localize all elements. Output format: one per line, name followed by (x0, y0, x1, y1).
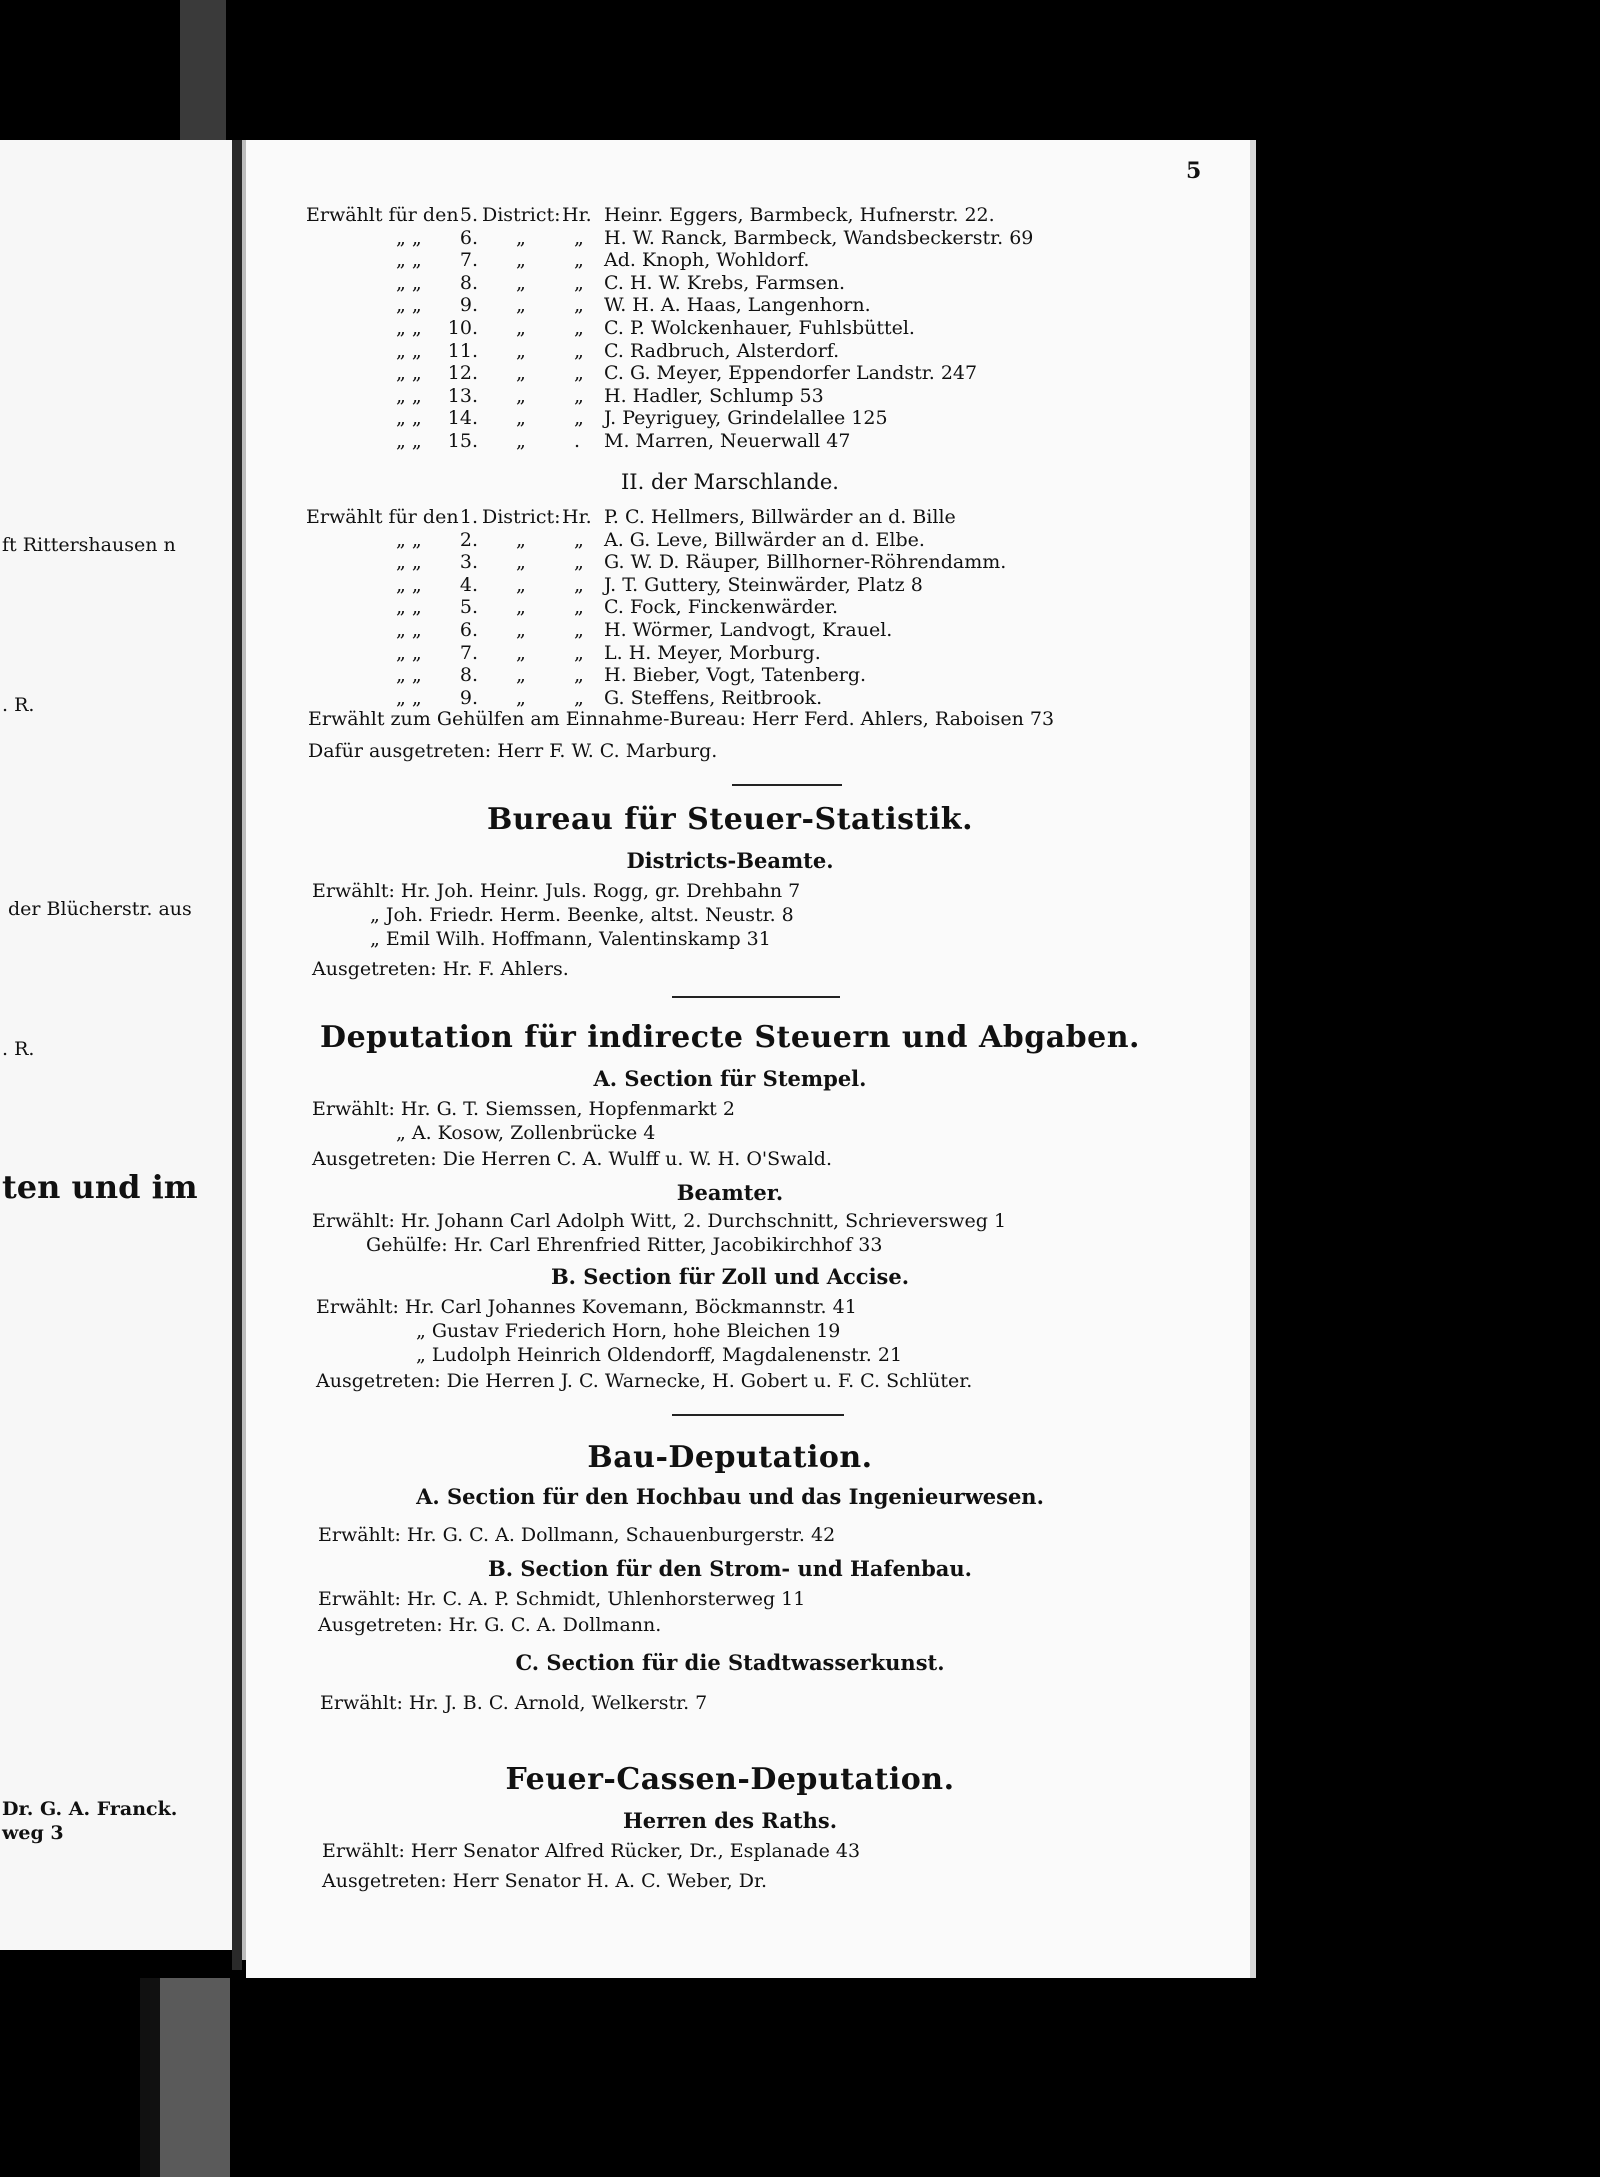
district-name: Heinr. Eggers, Barmbeck, Hufnerstr. 22. (604, 204, 995, 226)
district-label: „ „ (396, 226, 422, 249)
district-name: C. H. W. Krebs, Farmsen. (604, 271, 845, 294)
district-name: G. Steffens, Reitbrook. (604, 686, 823, 709)
district-dist: „ (516, 596, 526, 619)
district-label: Erwählt für den (306, 204, 459, 226)
left-fragment: weg 3 (2, 1822, 64, 1844)
district-hr: „ (574, 528, 584, 551)
district-row (306, 551, 1206, 575)
assistant-line: Erwählt zum Gehülfen am Einnahme-Bureau: Herr Ferd. Ahlers, Raboisen 73 (308, 708, 1055, 730)
district-name: Ad. Knoph, Wohldorf. (604, 249, 810, 272)
district-row (306, 574, 1206, 598)
district-num: 9. (459, 294, 478, 317)
district-num: 4. (459, 573, 478, 596)
district-hr: Hr. (562, 204, 592, 226)
left-fragment: ft Rittershausen n (2, 534, 176, 556)
district-hr: „ (574, 294, 584, 317)
district-num: 1. (459, 506, 478, 528)
beamter-heading: Beamter. (676, 1180, 784, 1205)
district-label: „ „ (396, 573, 422, 596)
left-fragment: . R. (2, 694, 35, 716)
district-name: C. P. Wolckenhauer, Fuhlsbüttel. (604, 317, 915, 339)
section-b-zoll: B. Section für Zoll und Accise. (550, 1264, 910, 1289)
district-dist: „ (516, 249, 526, 272)
bau-section-a: A. Section für den Hochbau und das Ingenieurwesen. (416, 1484, 1044, 1509)
divider (732, 784, 842, 786)
district-label: „ „ (396, 596, 422, 619)
district-name: C. G. Meyer, Eppendorfer Landstr. 247 (604, 362, 978, 385)
district-dist: „ (516, 430, 526, 452)
district-name: C. Fock, Finckenwärder. (604, 596, 839, 619)
page-number: 5 (1186, 158, 1202, 184)
district-hr: „ (574, 664, 584, 687)
bau-section-b: B. Section für den Strom- und Hafenbau. (488, 1556, 972, 1581)
district-dist: „ (516, 271, 526, 294)
district-row (306, 249, 1206, 273)
stempel-line: Ausgetreten: Die Herren C. A. Wulff u. W. H. O'Swald. (312, 1148, 833, 1170)
district-name: G. W. D. Räuper, Billhorner-Röhrendamm. (604, 551, 1007, 574)
district-row (306, 362, 1206, 386)
bureau-line: „ Emil Wilh. Hoffmann, Valentinskamp 31 (370, 928, 771, 950)
bureau-title: Bureau für Steuer-Statistik. (486, 802, 974, 837)
district-name: H. Hadler, Schlump 53 (604, 384, 824, 407)
district-num: 15. (447, 430, 478, 452)
district-label: „ „ (396, 271, 422, 294)
district-dist: „ (516, 641, 526, 664)
district-hr: „ (574, 407, 584, 430)
district-hr: „ (574, 226, 584, 249)
district-hr: Hr. (562, 506, 592, 528)
bau-b-line: Ausgetreten: Hr. G. C. A. Dollmann. (318, 1614, 662, 1636)
district-name: C. Radbruch, Alsterdorf. (604, 339, 840, 362)
district-dist: „ (516, 686, 526, 709)
district-label: „ „ (396, 430, 422, 452)
district-num: 2. (459, 528, 478, 551)
district-hr: „ (574, 573, 584, 596)
district-label: Erwählt für den (306, 506, 459, 528)
divider (672, 996, 840, 998)
district-name: H. Wörmer, Landvogt, Krauel. (604, 619, 893, 641)
district-num: 7. (459, 249, 478, 272)
district-dist: „ (516, 551, 526, 574)
district-label: „ „ (396, 339, 422, 362)
district-dist: „ (516, 407, 526, 430)
feuer-subtitle: Herren des Raths. (622, 1808, 838, 1833)
bau-section-c: C. Section für die Stadtwasserkunst. (515, 1650, 945, 1675)
district-row (306, 317, 1206, 341)
left-fragment: der Blücherstr. aus (8, 898, 192, 920)
district-label: „ „ (396, 407, 422, 430)
district-row (306, 407, 1206, 431)
district-dist: District: (482, 204, 561, 226)
district-num: 3. (459, 551, 478, 574)
district-name: M. Marren, Neuerwall 47 (604, 430, 851, 452)
district-num: 6. (459, 619, 478, 641)
district-dist: „ (516, 317, 526, 339)
section-a-stempel: A. Section für Stempel. (593, 1066, 867, 1091)
district-hr: „ (574, 551, 584, 574)
district-label: „ „ (396, 317, 422, 339)
zoll-line: „ Ludolph Heinrich Oldendorff, Magdalenenstr. 21 (416, 1344, 903, 1366)
left-page-edge (232, 140, 242, 1970)
district-hr: „ (574, 271, 584, 294)
district-num: 13. (447, 384, 478, 407)
district-num: 8. (459, 271, 478, 294)
district-hr: „ (574, 384, 584, 407)
resigned-line: Dafür ausgetreten: Herr F. W. C. Marburg. (308, 740, 718, 762)
beamter-line: Gehülfe: Hr. Carl Ehrenfried Ritter, Jacobikirchhof 33 (366, 1234, 883, 1256)
district-dist: „ (516, 619, 526, 641)
scan-binding-top (180, 0, 226, 140)
district-dist: District: (482, 506, 561, 528)
district-num: 9. (459, 686, 478, 709)
district-dist: „ (516, 528, 526, 551)
zoll-line: Erwählt: Hr. Carl Johannes Kovemann, Böckmannstr. 41 (316, 1296, 857, 1318)
district-name: J. T. Guttery, Steinwärder, Platz 8 (604, 573, 923, 596)
district-name: W. H. A. Haas, Langenhorn. (604, 294, 871, 317)
district-row (306, 529, 1206, 553)
district-hr: „ (574, 641, 584, 664)
left-fragment: . R. (2, 1038, 35, 1060)
bureau-subtitle: Districts-Beamte. (626, 848, 834, 873)
district-dist: „ (516, 294, 526, 317)
district-name: J. Peyriguey, Grindelallee 125 (604, 407, 888, 430)
bureau-line: Erwählt: Hr. Joh. Heinr. Juls. Rogg, gr. Drehbahn 7 (312, 880, 801, 902)
district-label: „ „ (396, 249, 422, 272)
district-label: „ „ (396, 641, 422, 664)
deputation-indirect-title: Deputation für indirecte Steuern und Abgaben. (320, 1020, 1140, 1055)
district-num: 11. (447, 339, 478, 362)
district-hr: . (574, 430, 581, 452)
district-label: „ „ (396, 384, 422, 407)
district-row (306, 385, 1206, 409)
left-page (0, 140, 232, 1950)
district-dist: „ (516, 573, 526, 596)
district-label: „ „ (396, 551, 422, 574)
divider (672, 1414, 844, 1416)
district-hr: „ (574, 362, 584, 385)
scan-binding-bottom-dark (140, 1978, 160, 2177)
bureau-line: Ausgetreten: Hr. F. Ahlers. (312, 958, 569, 980)
bau-b-line: Erwählt: Hr. C. A. P. Schmidt, Uhlenhorsterweg 11 (318, 1588, 806, 1610)
district-row (306, 664, 1206, 688)
zoll-line: „ Gustav Friederich Horn, hohe Bleichen 19 (416, 1320, 841, 1342)
stempel-line: Erwählt: Hr. G. T. Siemssen, Hopfenmarkt 2 (312, 1098, 735, 1120)
feuer-title: Feuer-Cassen-Deputation. (505, 1762, 955, 1797)
district-dist: „ (516, 339, 526, 362)
district-num: 6. (459, 226, 478, 249)
beamter-line: Erwählt: Hr. Johann Carl Adolph Witt, 2. Durchschnitt, Schrieversweg 1 (312, 1210, 1007, 1232)
bau-title: Bau-Deputation. (587, 1440, 873, 1475)
district-num: 7. (459, 641, 478, 664)
district-row (306, 642, 1206, 666)
district-label: „ „ (396, 619, 422, 641)
district-hr: „ (574, 686, 584, 709)
district-dist: „ (516, 384, 526, 407)
district-label: „ „ (396, 362, 422, 385)
district-row (306, 596, 1206, 620)
district-label: „ „ (396, 686, 422, 709)
district-row (306, 294, 1206, 318)
left-fragment-heading: ten und im (2, 1168, 198, 1206)
district-row (306, 204, 1206, 228)
district-hr: „ (574, 317, 584, 339)
feuer-line: Erwählt: Herr Senator Alfred Rücker, Dr., Esplanade 43 (322, 1840, 861, 1862)
district-name: H. W. Ranck, Barmbeck, Wandsbeckerstr. 69 (604, 226, 1034, 249)
district-hr: „ (574, 339, 584, 362)
right-page-shadow (1250, 140, 1256, 1978)
district-num: 8. (459, 664, 478, 687)
section-heading-marschlande: II. der Marschlande. (621, 470, 839, 494)
district-label: „ „ (396, 528, 422, 551)
district-num: 12. (447, 362, 478, 385)
district-num: 5. (459, 204, 478, 226)
district-row (306, 619, 1206, 643)
district-num: 14. (447, 407, 478, 430)
district-label: „ „ (396, 294, 422, 317)
district-name: P. C. Hellmers, Billwärder an d. Bille (604, 506, 956, 528)
district-row (306, 506, 1206, 530)
stempel-line: „ A. Kosow, Zollenbrücke 4 (396, 1122, 656, 1144)
district-num: 5. (459, 596, 478, 619)
zoll-line: Ausgetreten: Die Herren J. C. Warnecke, H. Gobert u. F. C. Schlüter. (316, 1370, 973, 1392)
district-row (306, 227, 1206, 251)
district-num: 10. (447, 317, 478, 339)
district-name: H. Bieber, Vogt, Tatenberg. (604, 664, 867, 687)
district-dist: „ (516, 226, 526, 249)
district-label: „ „ (396, 664, 422, 687)
district-row (306, 430, 1206, 454)
district-row (306, 272, 1206, 296)
bureau-line: „ Joh. Friedr. Herm. Beenke, altst. Neustr. 8 (370, 904, 794, 926)
district-name: A. G. Leve, Billwärder an d. Elbe. (604, 528, 925, 551)
district-dist: „ (516, 362, 526, 385)
bau-c-line: Erwählt: Hr. J. B. C. Arnold, Welkerstr. 7 (320, 1692, 708, 1714)
district-row (306, 340, 1206, 364)
feuer-line: Ausgetreten: Herr Senator H. A. C. Weber, Dr. (322, 1870, 768, 1892)
left-fragment: Dr. G. A. Franck. (2, 1798, 178, 1820)
district-name: L. H. Meyer, Morburg. (604, 641, 821, 664)
district-hr: „ (574, 596, 584, 619)
district-hr: „ (574, 249, 584, 272)
district-dist: „ (516, 664, 526, 687)
bau-a-line: Erwählt: Hr. G. C. A. Dollmann, Schauenburgerstr. 42 (318, 1524, 836, 1546)
district-hr: „ (574, 619, 584, 641)
